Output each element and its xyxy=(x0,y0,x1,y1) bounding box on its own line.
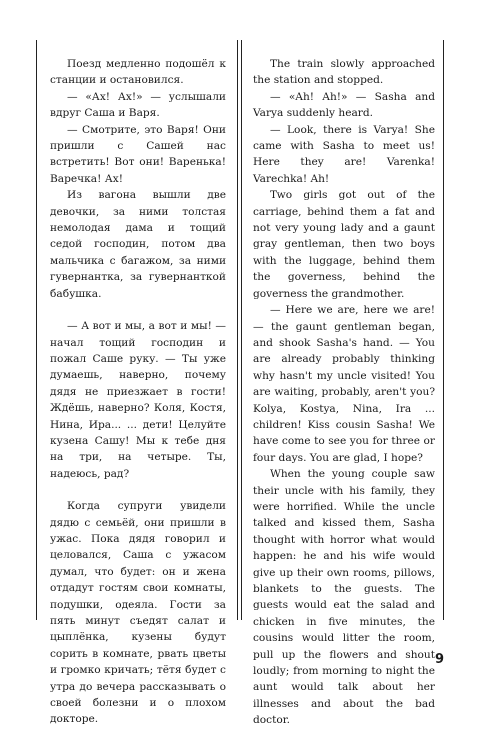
bilingual-text-frame xyxy=(36,40,444,727)
english-paragraph: When the young couple saw their uncle with his family, they were horrified. While the uncle talked and kissed them, Sasha thought with horror what would happen: he and his wife would give up their own rooms, pillows, blankets to the guests. The guests would eat the salad and chicken in five minutes, the cousins would litter the room, pull up the flowers and shout loudly; from morning to night the aunt would talk about her illnesses and about the bad doctor. xyxy=(253,468,435,727)
russian-paragraph: — «Ах! Ах!» — услышали вдруг Саша и Варя. xyxy=(50,90,226,120)
russian-paragraph: Когда супруги увидели дядю с семьёй, они пришли в ужас. Пока дядя говорил и целовался, Саша с ужасом думал, что будет: он и жена отдадут гостям свои комнаты, подушки, одеяла. Гости за пять минут съедят салат и цыплёнка, кузены будут сорить в комнате, рвать цветы и громко кричать; тётя будет с утра до вечера рассказывать о своей болезни и о плохом докторе. xyxy=(50,500,226,726)
russian-paragraph: Поезд медленно подошёл к станции и остановился. xyxy=(50,58,226,87)
column-divider-line xyxy=(241,40,242,620)
russian-column xyxy=(50,56,226,728)
column-divider-line xyxy=(237,40,238,620)
frame-right-border xyxy=(443,40,444,620)
russian-paragraph: Из вагона вышли две девочки, за ними толстая немолодая дама и тощий седой господин, потом два мальчика с багажом, за ними гувернантка, за гувернанткой бабушка. xyxy=(50,189,226,300)
english-paragraph: — Look, there is Varya! She came with Sasha to meet us! Here they are! Varenka! Varechka! Ah! xyxy=(253,123,435,185)
english-paragraph: Two girls got out of the carriage, behind them a fat and not very young lady and a gaunt gray gentleman, then two boys with the luggage, behind them the governess, behind the governess the grandmother. xyxy=(253,189,435,300)
frame-left-border xyxy=(36,40,37,620)
russian-paragraph: — Смотрите, это Варя! Они пришли с Сашей нас встретить! Вот они! Варенька! Варечка! Ах! xyxy=(50,123,226,185)
page-number: 9 xyxy=(434,652,444,667)
english-paragraph: — Here we are, here we are! — the gaunt gentleman began, and shook Sasha's hand. — You are already probably thinking why hasn't my uncle visited! You are waiting, probably, aren't you? Kolya, Kostya, Nina, Ira ... children! Kiss cousin Sasha! We have come to see you for three or four days. You are glad, I hope? xyxy=(253,304,435,464)
russian-paragraph: — А вот и мы, а вот и мы! — начал тощий господин и пожал Саше руку. — Ты уже думаешь, наверно, почему дядя не приезжает в гости! Ждёшь, наверно? Коля, Костя, Нина, Ира... ... дети! Целуйте кузена Сашу! Мы к тебе дня на три, на четыре. Ты, надеюсь, рад? xyxy=(50,320,226,480)
english-paragraph: — «Ah! Ah!» — Sasha and Varya suddenly heard. xyxy=(253,90,435,120)
english-paragraph: The train slowly approached the station and stopped. xyxy=(253,58,435,87)
english-column xyxy=(253,56,435,729)
